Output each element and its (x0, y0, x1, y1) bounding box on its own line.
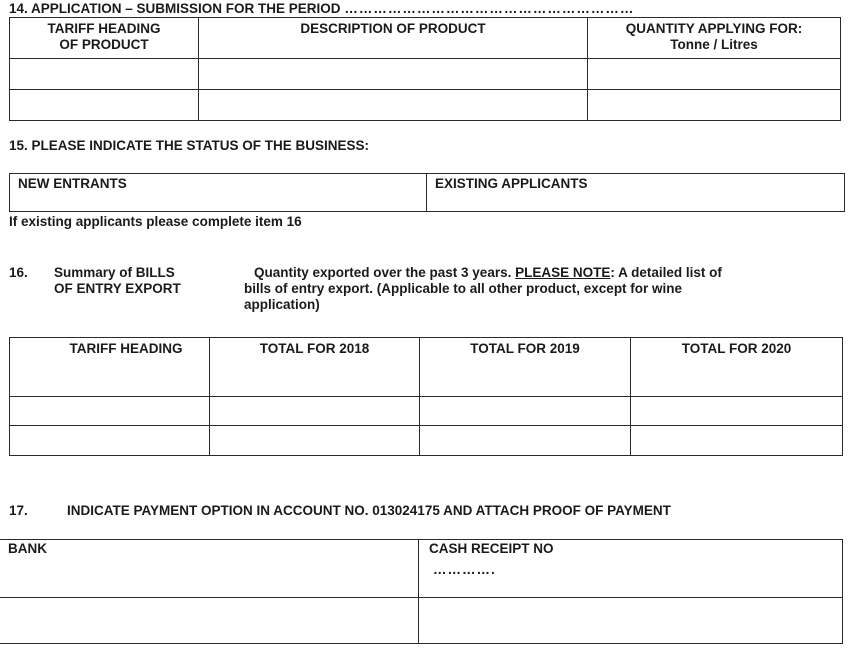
bank-cell[interactable] (0, 540, 418, 597)
quantity-cell[interactable] (588, 59, 840, 89)
existing-applicants-option[interactable] (427, 174, 844, 211)
table-border (842, 337, 843, 456)
total-2020-cell[interactable] (631, 397, 842, 425)
section-16-description (244, 265, 722, 313)
description-text: Quantity exported over the past 3 years. (254, 265, 512, 280)
table-border (844, 173, 845, 212)
table-border (842, 539, 843, 644)
section-17-title: INDICATE PAYMENT OPTION IN ACCOUNT NO. 013024175 AND ATTACH PROOF OF PAYMENT (67, 503, 671, 518)
header-total-2019: TOTAL FOR 2019 (470, 341, 580, 356)
header-line: QUANTITY APPLYING FOR: (625, 21, 803, 36)
total-2019-cell[interactable] (420, 426, 630, 455)
bank-label: BANK (8, 541, 47, 556)
tariff-heading-cell[interactable] (10, 426, 209, 455)
section-15-title: 15. PLEASE INDICATE THE STATUS OF THE BUSINESS: (9, 138, 370, 153)
cash-receipt-label: CASH RECEIPT NO (429, 541, 554, 556)
description-line: bills of entry export. (Applicable to all other product, except for wine (244, 281, 683, 296)
cash-receipt-dots: …………. (433, 562, 496, 577)
header-line: TARIFF HEADING (47, 21, 161, 36)
section-14-title-text: 14. APPLICATION – SUBMISSION FOR THE PERIOD (9, 1, 341, 16)
section-17-number: 17. (9, 503, 28, 518)
quantity-cell[interactable] (588, 90, 840, 120)
description-line (244, 265, 722, 281)
new-entrants-label: NEW ENTRANTS (18, 176, 127, 191)
total-2018-cell[interactable] (210, 426, 419, 455)
bank-entry-cell[interactable] (0, 598, 418, 643)
section-16-summary-label (54, 265, 181, 297)
table-border (840, 17, 841, 121)
section-16-number: 16. (9, 265, 28, 280)
table-border (9, 120, 841, 121)
table-border (9, 211, 845, 212)
header-total-2018: TOTAL FOR 2018 (259, 341, 370, 356)
existing-applicants-label: EXISTING APPLICANTS (435, 176, 588, 191)
description-text: : A detailed list of (610, 265, 722, 280)
cash-receipt-cell[interactable] (419, 540, 842, 597)
description-cell[interactable] (199, 90, 587, 120)
existing-applicants-note: If existing applicants please complete item 16 (9, 214, 302, 229)
total-2020-cell[interactable] (631, 426, 842, 455)
total-2018-cell[interactable] (210, 397, 419, 425)
header-line: Tonne / Litres (670, 37, 758, 52)
table-border (9, 337, 843, 338)
summary-line: OF ENTRY EXPORT (54, 281, 181, 296)
tariff-heading-cell[interactable] (10, 59, 198, 89)
summary-line: Summary of BILLS (54, 265, 175, 280)
tariff-heading-cell[interactable] (10, 90, 198, 120)
section-14-period-dots: …………………………………………………… (344, 1, 635, 16)
header-tariff-heading-of-product (10, 21, 198, 53)
description-cell[interactable] (199, 59, 587, 89)
header-total-2020: TOTAL FOR 2020 (681, 341, 792, 356)
table-border (9, 455, 843, 456)
cash-receipt-entry-cell[interactable] (419, 598, 842, 643)
header-line: OF PRODUCT (59, 37, 149, 52)
header-quantity-applying-for (588, 21, 840, 53)
description-line: application) (244, 297, 320, 312)
please-note-label: PLEASE NOTE (515, 265, 611, 280)
header-tariff-heading: TARIFF HEADING (69, 341, 183, 356)
table-border (0, 643, 843, 644)
section-14-title (9, 1, 634, 17)
new-entrants-option[interactable] (10, 174, 426, 211)
tariff-heading-cell[interactable] (10, 397, 209, 425)
header-description-of-product: DESCRIPTION OF PRODUCT (300, 21, 486, 36)
table-border (9, 17, 841, 18)
total-2019-cell[interactable] (420, 397, 630, 425)
